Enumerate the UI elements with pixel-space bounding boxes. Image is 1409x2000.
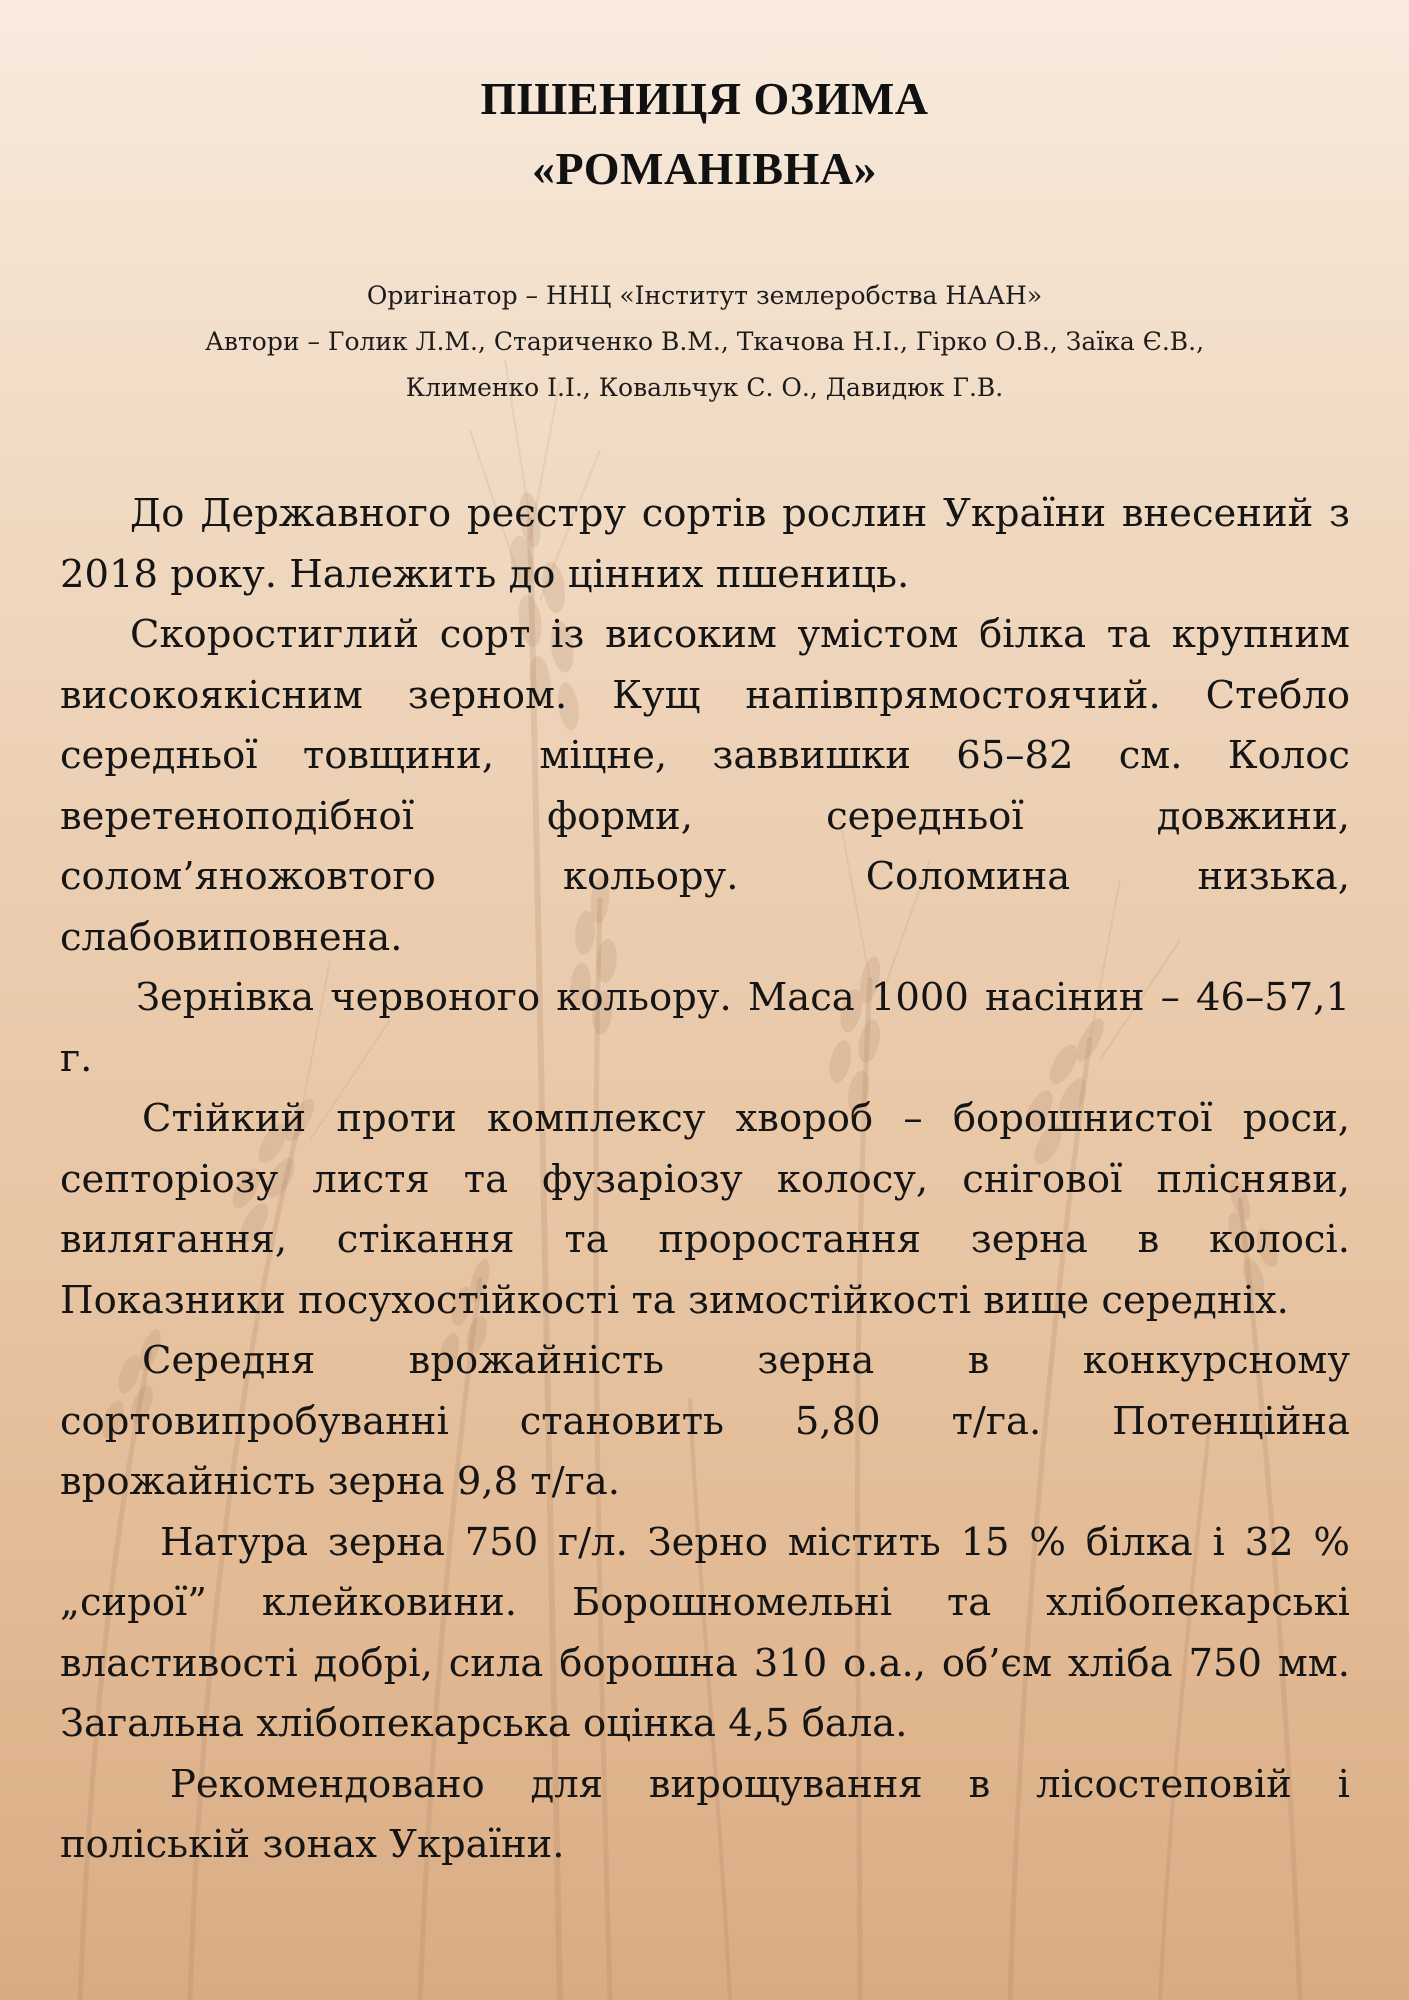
paragraph-quality: Натура зерна 750 г/л. Зерно містить 15 % білка і 32 % „сирої” клейковини. Борошномельні та хлібопекарські властивості добрі, сила борошна 310 о.а., об’єм хліба 750 мм. Загальна хлібопекарська оцінка 4,5 бала.	[60, 1519, 1350, 1746]
title-line-2: «РОМАНІВНА»	[531, 143, 878, 194]
paragraph-yield: Середня врожайність зерна в конкурсному сортовипробуванні становить 5,80 т/га. Потенційна врожайність зерна 9,8 т/га.	[60, 1338, 1350, 1504]
authors-line-2: Клименко І.І., Ковальчук С. О., Давидюк Г.В.	[405, 373, 1004, 402]
description-body	[60, 484, 1350, 1876]
credits-block	[0, 273, 1409, 411]
paragraph-registry: До Державного реєстру сортів рослин України внесений з 2018 року. Належить до цінних пшениць.	[60, 491, 1350, 597]
document-title	[0, 64, 1409, 204]
originator-line: Оригінатор – ННЦ «Інститут землеробства НААН»	[366, 281, 1043, 310]
title-line-1: ПШЕНИЦЯ ОЗИМА	[480, 73, 929, 124]
paragraph-recommendation: Рекомендовано для вирощування в лісостеповій і поліській зонах України.	[60, 1761, 1350, 1867]
authors-line-1: Автори – Голик Л.М., Стариченко В.М., Ткачова Н.І., Гірко О.В., Заїка Є.В.,	[204, 327, 1205, 356]
paragraph-resistance: Стійкий проти комплексу хвороб – борошнистої роси, септоріозу листя та фузаріозу колосу, снігової плісняви, вилягання, стікання та проростання зерна в колосі. Показники посухостійкості та зимостійкості вище середніх.	[60, 1096, 1350, 1323]
paragraph-plant-description: Скоростиглий сорт із високим умістом білка та крупним високоякісним зерном. Кущ напівпрямостоячий. Стебло середньої товщини, міцне, заввишки 65–82 см. Колос веретеноподібної форми, середньої довжини, солом’яножовтого кольору. Соломина низька, слабовиповнена.	[60, 612, 1350, 960]
paragraph-grain: Зернівка червоного кольору. Маса 1000 насінин – 46–57,1 г.	[60, 975, 1350, 1081]
